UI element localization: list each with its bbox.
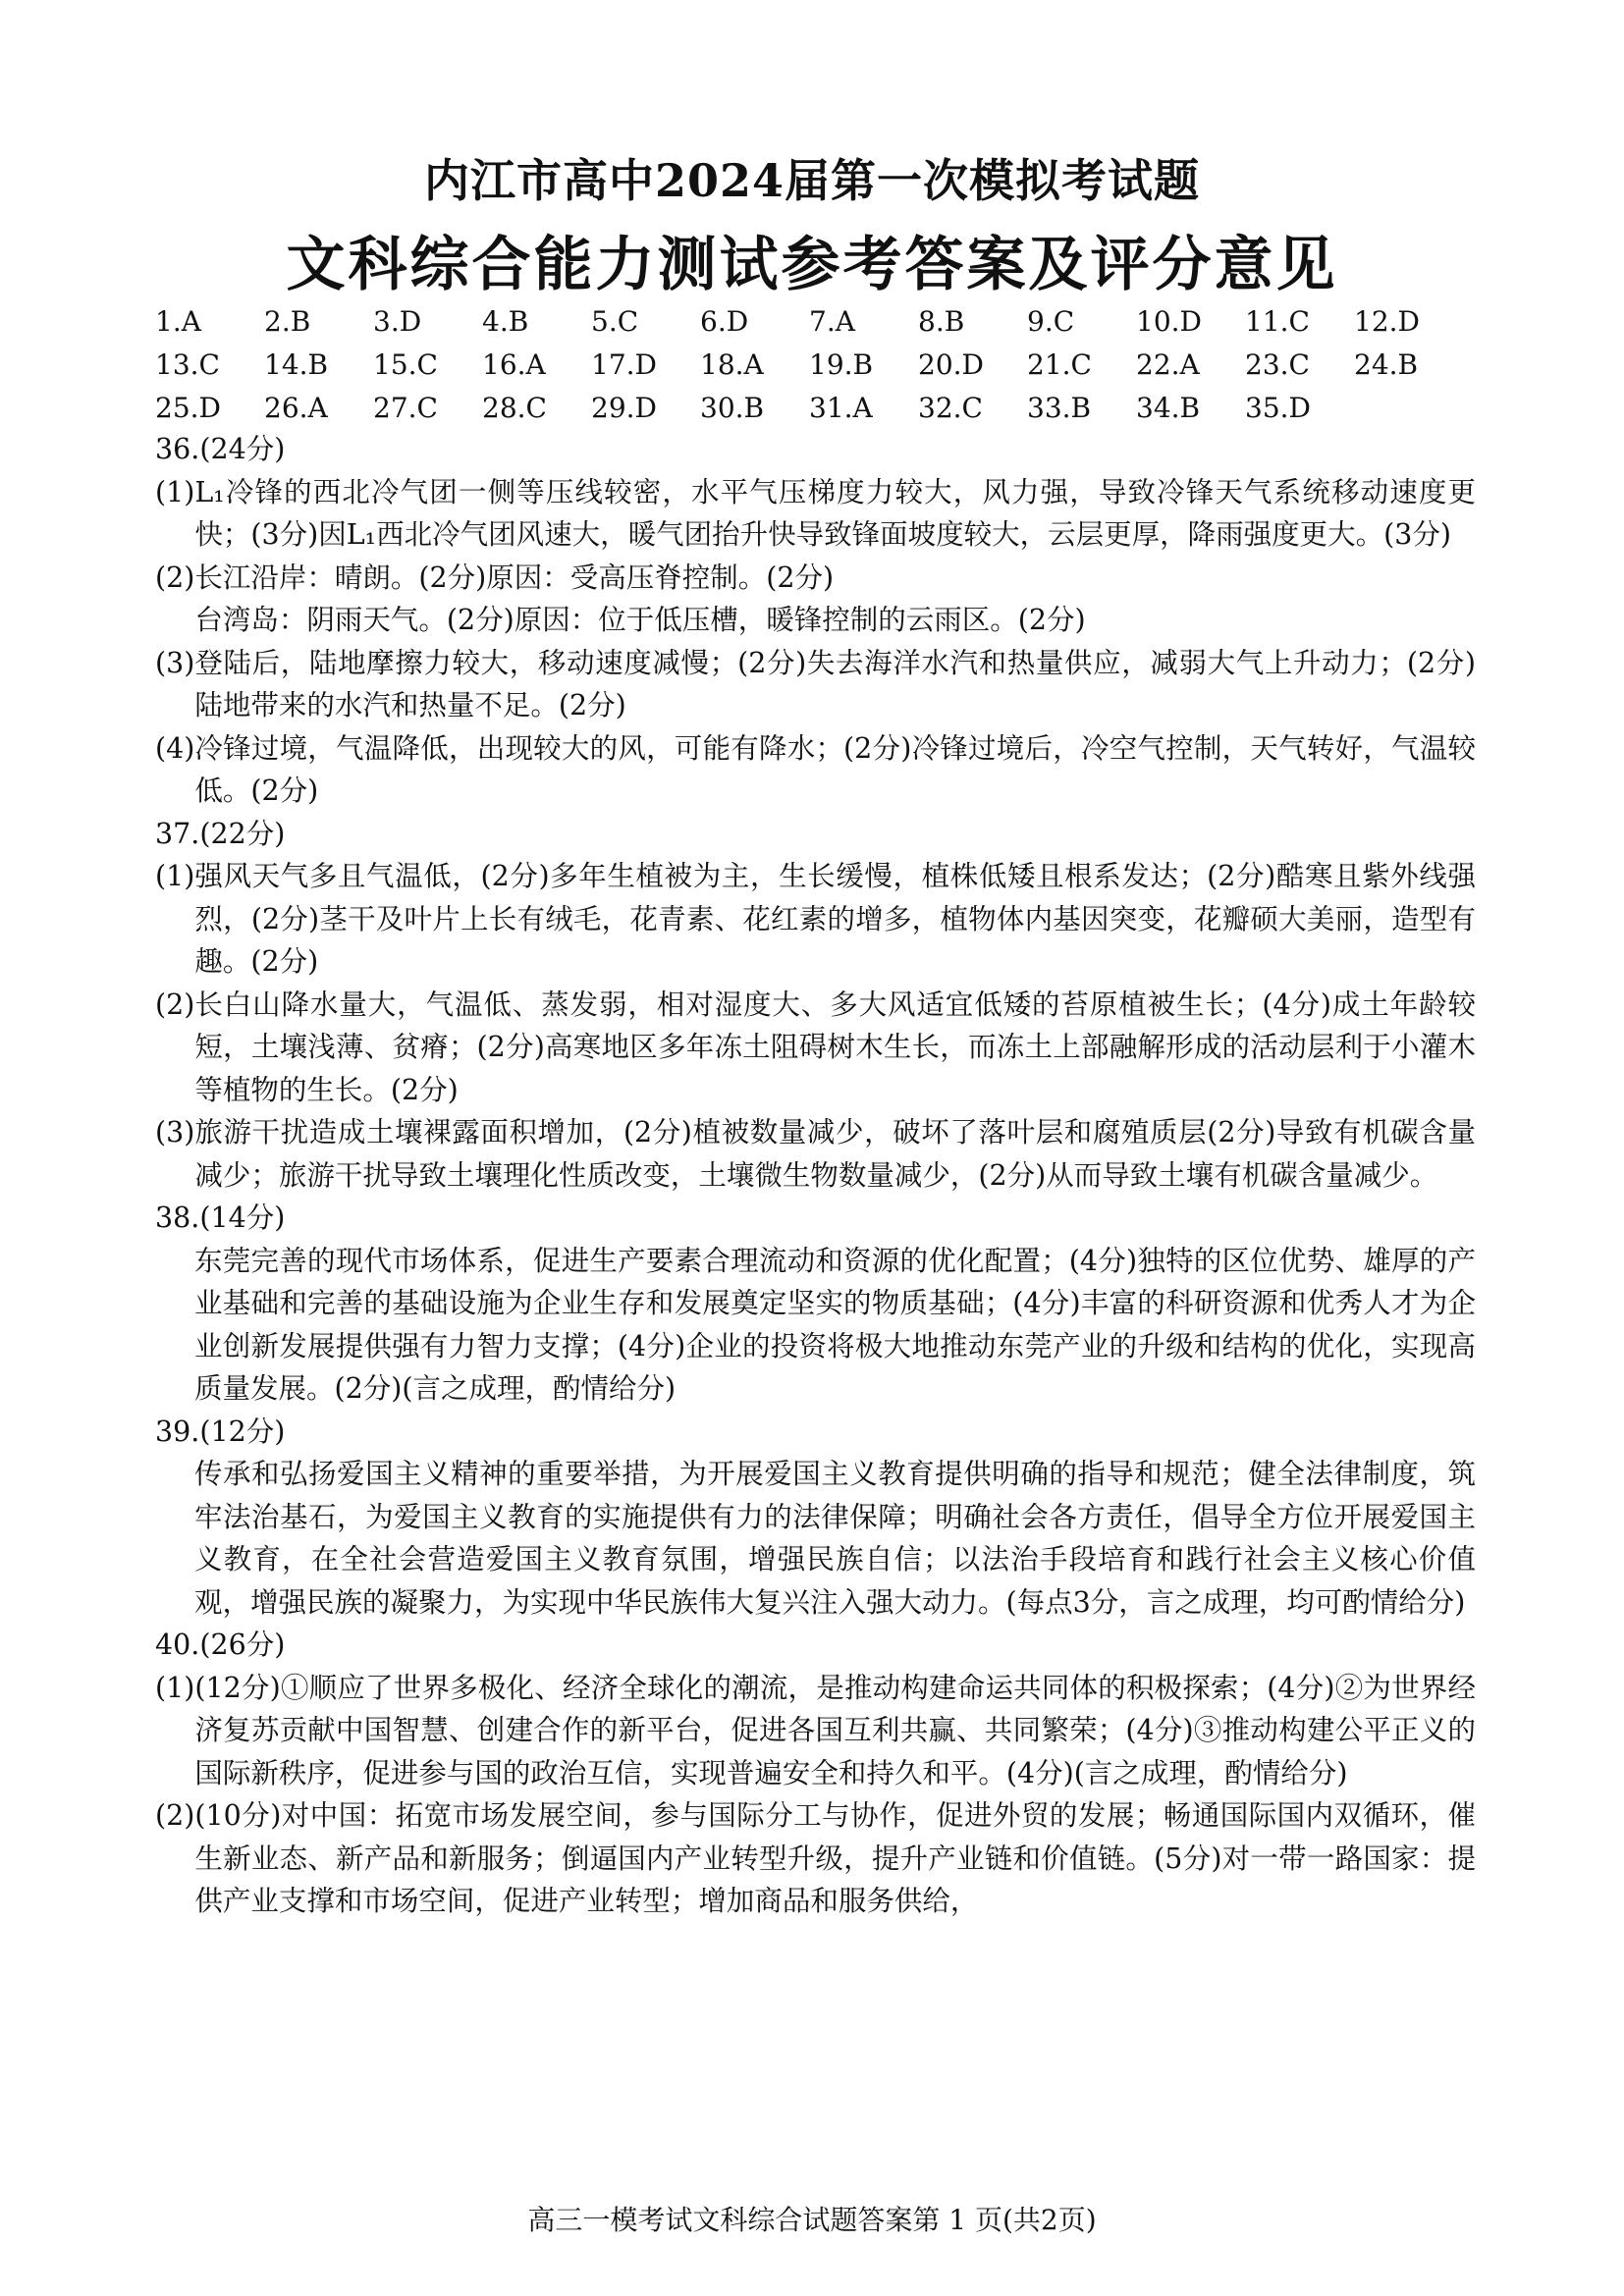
mc-answer: 7.A <box>809 305 855 338</box>
mc-answer: 5.C <box>591 305 639 338</box>
item-text: 旅游干扰造成土壤裸露面积增加，(2分)植被数量减少，破坏了落叶层和腐殖质层(2分)导致有机碳含量减少；旅游干扰导致土壤理化性质改变，土壤微生物数量减少，(2分)从而导致土壤有机碳含量减少。 <box>194 1116 1476 1192</box>
answer-paragraph-38: 东莞完善的现代市场体系，促进生产要素合理流动和资源的优化配置；(4分)独特的区位优势、雄厚的产业基础和完善的基础设施为企业生存和发展奠定坚实的物质基础；(4分)丰富的科研资源和优秀人才为企业创新发展提供强有力智力支撑；(4分)企业的投资将极大地推动东莞产业的升级和结构的优化，实现高质量发展。(2分)(言之成理，酌情给分) <box>194 1244 1476 1405</box>
item-text: 强风天气多且气温低，(2分)多年生植被为主，生长缓慢，植株低矮且根系发达；(2分)酷寒且紫外线强烈，(2分)茎干及叶片上长有绒毛，花青素、花红素的增多，植物体内基因突变，花瓣硕大美丽，造型有趣。(2分) <box>194 860 1476 978</box>
mc-answer: 17.D <box>591 348 657 381</box>
mc-answer: 30.B <box>700 392 765 424</box>
answer-item-36-1 <box>155 471 1476 557</box>
mc-answer: 9.C <box>1027 305 1075 338</box>
question-heading-37: 37.(22分) <box>155 817 286 850</box>
mc-answer: 8.B <box>918 305 965 338</box>
mc-answer: 33.B <box>1027 392 1092 424</box>
mc-answer: 6.D <box>700 305 749 338</box>
item-number: (1) <box>155 860 195 892</box>
item-text: 冷锋过境，气温降低，出现较大的风，可能有降水；(2分)冷锋过境后，冷空气控制，天气转好，气温较低。(2分) <box>194 731 1476 807</box>
answer-item-40-1 <box>155 1667 1476 1795</box>
mc-answer: 4.B <box>482 305 529 338</box>
item-number: (1) <box>155 1671 195 1704</box>
mc-answer: 28.C <box>482 392 547 424</box>
mc-answer: 13.C <box>155 348 220 381</box>
mc-answer: 29.D <box>591 392 657 424</box>
item-number: (3) <box>155 646 195 679</box>
item-number: (1) <box>155 475 195 508</box>
answer-item-40-2 <box>155 1794 1476 1923</box>
mc-answer: 26.A <box>264 392 328 424</box>
question-heading-40: 40.(26分) <box>155 1629 286 1661</box>
question-heading-36: 36.(24分) <box>155 433 286 465</box>
item-text: 长江沿岸：晴朗。(2分)原因：受高压脊控制。(2分) <box>194 561 835 594</box>
mc-answer: 19.B <box>809 348 874 381</box>
mc-answer: 27.C <box>373 392 438 424</box>
item-text-continued: 台湾岛：阴雨天气。(2分)原因：位于低压槽，暖锋控制的云雨区。(2分) <box>194 604 1086 636</box>
item-text: (10分)对中国：拓宽市场发展空间，参与国际分工与协作，促进外贸的发展；畅通国际国内双循环，催生新业态、新产品和新服务；倒逼国内产业转型升级，提升产业链和价值链。(5分)对一带一路国家：提供产业支撑和市场空间，促进产业转型；增加商品和服务供给， <box>194 1799 1476 1917</box>
answer-paragraph-39: 传承和弘扬爱国主义精神的重要举措，为开展爱国主义教育提供明确的指导和规范；健全法律制度，筑牢法治基石，为爱国主义教育的实施提供有力的法律保障；明确社会各方责任，倡导全方位开展爱国主义教育，在全社会营造爱国主义教育氛围，增强民族自信；以法治手段培育和践行社会主义核心价值观，增强民族的凝聚力，为实现中华民族伟大复兴注入强大动力。(每点3分，言之成理，均可酌情给分) <box>194 1458 1476 1619</box>
item-number: (3) <box>155 1116 195 1148</box>
answer-item-36-2 <box>155 557 1476 642</box>
item-text: (12分)①顺应了世界多极化、经济全球化的潮流，是推动构建命运共同体的积极探索；(4分)②为世界经济复苏贡献中国智慧、创建合作的新平台，促进各国互利共赢、共同繁荣；(4分)③推动构建公平正义的国际新秩序，促进参与国的政治互信，实现普遍安全和持久和平。(4分)(言之成理，酌情给分) <box>194 1671 1476 1789</box>
answer-item-36-4 <box>155 727 1476 813</box>
answer-item-37-2 <box>155 984 1476 1112</box>
item-text: 长白山降水量大，气温低、蒸发弱，相对湿度大、多大风适宜低矮的苔原植被生长；(4分)成土年龄较短，土壤浅薄、贫瘠；(2分)高寒地区多年冻土阻碍树木生长，而冻土上部融解形成的活动层利于小灌木等植物的生长。(2分) <box>194 988 1476 1106</box>
exam-title: 内江市高中2024届第一次模拟考试题 <box>423 154 1201 207</box>
item-text: 登陆后，陆地摩擦力较大，移动速度减慢；(2分)失去海洋水汽和热量供应，减弱大气上升动力；(2分)陆地带来的水汽和热量不足。(2分) <box>194 646 1476 721</box>
mc-answer: 32.C <box>918 392 983 424</box>
mc-answer: 15.C <box>373 348 438 381</box>
page-footer: 高三一模考试文科综合试题答案第 1 页(共2页) <box>527 2204 1097 2236</box>
mc-answer: 35.D <box>1245 392 1311 424</box>
item-number: (2) <box>155 1799 195 1832</box>
mc-answer: 34.B <box>1136 392 1201 424</box>
mc-answer: 11.C <box>1245 305 1310 338</box>
mc-answer: 2.B <box>264 305 311 338</box>
question-heading-39: 39.(12分) <box>155 1415 286 1448</box>
question-heading-38: 38.(14分) <box>155 1201 286 1234</box>
answer-item-37-1 <box>155 855 1476 984</box>
item-number: (2) <box>155 988 195 1021</box>
mc-answer: 10.D <box>1136 305 1202 338</box>
answer-key-title: 文科综合能力测试参考答案及评分意见 <box>286 231 1338 299</box>
multiple-choice-answers <box>155 300 1530 430</box>
mc-answer: 23.C <box>1245 348 1310 381</box>
answer-item-37-3 <box>155 1111 1476 1197</box>
mc-answer: 1.A <box>155 305 201 338</box>
mc-answer: 3.D <box>373 305 422 338</box>
mc-answer: 22.A <box>1136 348 1200 381</box>
mc-answer: 18.A <box>700 348 764 381</box>
mc-answer: 25.D <box>155 392 221 424</box>
answer-body <box>155 428 1476 1923</box>
mc-answer: 21.C <box>1027 348 1092 381</box>
mc-answer: 14.B <box>264 348 329 381</box>
item-text: L₁冷锋的西北冷气团一侧等压线较密，水平气压梯度力较大，风力强，导致冷锋天气系统移动速度更快；(3分)因L₁西北冷气团风速大，暖气团抬升快导致锋面坡度较大，云层更厚，降雨强度更大。(3分) <box>194 475 1476 551</box>
item-number: (4) <box>155 731 195 765</box>
mc-answer: 16.A <box>482 348 546 381</box>
item-number: (2) <box>155 561 195 594</box>
mc-answer: 12.D <box>1354 305 1420 338</box>
mc-answer: 20.D <box>918 348 984 381</box>
mc-answer: 24.B <box>1354 348 1419 381</box>
mc-answer: 31.A <box>809 392 873 424</box>
answer-item-36-3 <box>155 642 1476 727</box>
